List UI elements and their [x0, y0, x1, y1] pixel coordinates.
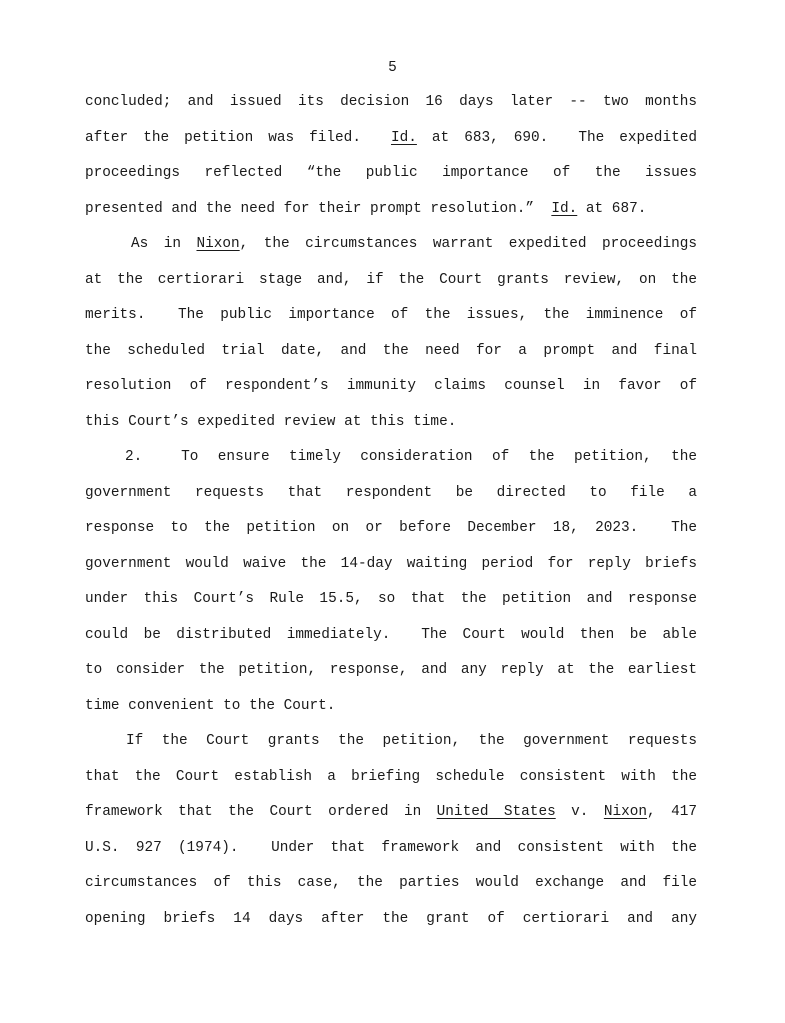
text-segment: this Court’s expedited review at this time.	[85, 413, 457, 430]
citation-underlined: Id.	[551, 200, 578, 217]
text-line	[85, 161, 697, 197]
text-line	[85, 765, 697, 801]
citation-underlined: United States	[436, 804, 556, 820]
text-line	[85, 374, 697, 410]
text-segment: merits. The public importance of the issues, the imminence of	[85, 307, 697, 323]
text-segment: concluded; and issued its decision 16 days later -- two months	[85, 94, 697, 110]
document-body	[85, 90, 697, 942]
text-line	[85, 729, 697, 765]
text-line	[85, 90, 697, 126]
text-segment: government requests that respondent be directed to file a	[85, 484, 697, 501]
text-line	[85, 516, 697, 552]
text-segment: after the petition was filed.	[85, 129, 391, 146]
text-segment: response to the petition on or before December 18, 2023. The	[85, 520, 697, 536]
text-line	[85, 800, 697, 836]
text-segment: , 417	[647, 804, 698, 820]
text-segment: presented and the need for their prompt resolution.”	[85, 200, 552, 217]
text-segment: As in	[131, 236, 197, 252]
text-segment: framework that the Court ordered in	[85, 804, 437, 820]
text-segment: at the certiorari stage and, if the Court grants review, on the	[85, 271, 697, 288]
text-segment: 2. To ensure timely consideration of the petition, the	[125, 449, 697, 465]
text-line	[85, 871, 697, 907]
text-line	[85, 658, 697, 694]
text-line	[85, 836, 697, 872]
text-segment: government would waive the 14-day waiting period for reply briefs	[85, 555, 697, 572]
text-segment: at 687.	[577, 200, 647, 217]
text-line	[85, 552, 697, 588]
text-line	[85, 410, 697, 446]
text-segment: time convenient to the Court.	[85, 697, 336, 714]
text-line	[85, 445, 697, 481]
text-line	[85, 126, 697, 162]
text-segment: , the circumstances warrant expedited proceedings	[239, 236, 697, 252]
text-line	[85, 303, 697, 339]
text-line	[85, 481, 697, 517]
text-line	[85, 907, 697, 943]
text-segment: opening briefs 14 days after the grant of certiorari and any	[85, 910, 697, 927]
citation-underlined: Id.	[390, 129, 417, 146]
text-segment: under this Court’s Rule 15.5, so that the petition and response	[85, 591, 697, 607]
text-segment: resolution of respondent’s immunity claims counsel in favor of	[85, 378, 697, 394]
text-line	[85, 268, 697, 304]
text-segment: that the Court establish a briefing schedule consistent with the	[85, 768, 697, 785]
text-segment: the scheduled trial date, and the need for a prompt and final	[85, 342, 697, 359]
citation-underlined: Nixon	[603, 804, 648, 820]
text-segment: could be distributed immediately. The Court would then be able	[85, 626, 697, 643]
text-line	[85, 232, 697, 268]
text-segment: If the Court grants the petition, the government requests	[126, 733, 697, 749]
citation-underlined: Nixon	[196, 236, 240, 252]
text-line	[85, 587, 697, 623]
text-line	[85, 694, 697, 730]
text-line	[85, 339, 697, 375]
text-segment: at 683, 690. The expedited	[416, 129, 697, 146]
page-number: 5	[388, 60, 397, 76]
text-line	[85, 623, 697, 659]
text-segment: U.S. 927 (1974). Under that framework and consistent with the	[85, 839, 697, 856]
text-segment: circumstances of this case, the parties would exchange and file	[85, 875, 697, 891]
text-segment: proceedings reflected “the public importance of the issues	[85, 165, 697, 181]
text-segment: v.	[555, 804, 604, 820]
text-segment: to consider the petition, response, and any reply at the earliest	[85, 662, 697, 678]
text-line	[85, 197, 697, 233]
